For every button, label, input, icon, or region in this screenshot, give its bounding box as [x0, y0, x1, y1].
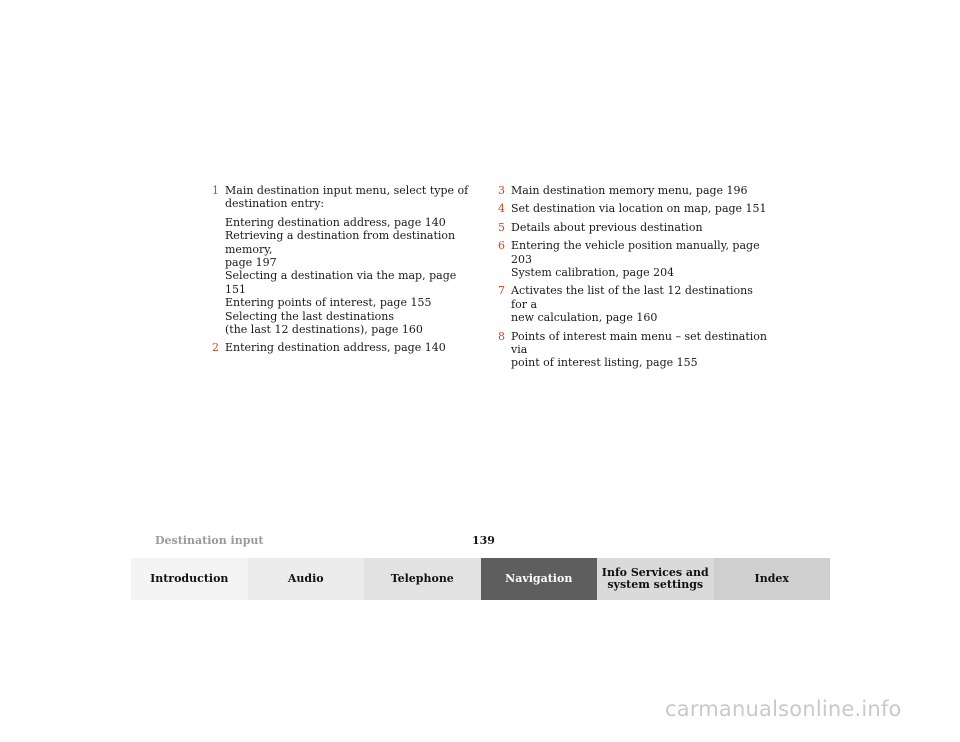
tab-label: Navigation: [505, 571, 573, 585]
item-number: 6: [498, 239, 505, 253]
item-text: System calibration, page 204: [511, 266, 675, 280]
list-item: [498, 284, 768, 324]
list-item: [498, 239, 768, 279]
tab-introduction[interactable]: [131, 558, 248, 600]
item-text: Entering destination address, page 140: [225, 341, 446, 355]
tab-telephone[interactable]: [364, 558, 481, 600]
list-item: [212, 341, 480, 354]
sub-item: page 197: [225, 256, 277, 270]
item-text: Main destination input menu, select type of: [225, 184, 469, 197]
page-number: 139: [472, 534, 495, 547]
item-number: 7: [498, 284, 505, 298]
item-text: Entering the vehicle position manually, page 203: [511, 239, 760, 266]
sub-item: Entering points of interest, page 155: [225, 296, 432, 310]
tab-label: Index: [754, 571, 789, 585]
tab-index[interactable]: [714, 558, 831, 600]
item-number: 3: [498, 184, 505, 197]
sub-item: Retrieving a destination from destination memory,: [225, 229, 456, 256]
section-title: Destination input: [155, 534, 264, 547]
tab-info-services[interactable]: [597, 558, 714, 600]
list-item: [498, 221, 768, 234]
list-item: [212, 184, 480, 336]
item-number: 5: [498, 220, 505, 234]
tab-label: Telephone: [390, 571, 454, 585]
sub-item: Selecting the last destinations: [225, 309, 395, 323]
tab-navigation[interactable]: [481, 558, 598, 600]
item-text: Points of interest main menu – set destination via: [511, 329, 767, 357]
tab-label: system settings: [607, 578, 704, 591]
sub-list: [225, 216, 480, 337]
tab-label: Info Services and: [601, 565, 709, 579]
item-text: Activates the list of the last 12 destinations for a: [511, 284, 753, 311]
item-text: Main destination memory menu, page 196: [511, 184, 748, 197]
item-number: 1: [212, 184, 219, 197]
item-number: 2: [212, 341, 219, 355]
item-number: 4: [498, 202, 505, 216]
item-text: point of interest listing, page 155: [511, 356, 698, 370]
sub-item: (the last 12 destinations), page 160: [225, 323, 423, 337]
chapter-tab-bar: [131, 558, 830, 600]
right-column: [498, 184, 768, 375]
item-text: Set destination via location on map, page 151: [511, 202, 767, 216]
left-column: [212, 184, 480, 360]
list-item: [498, 184, 768, 197]
item-text: new calculation, page 160: [511, 311, 658, 325]
tab-label: Audio: [287, 571, 324, 585]
list-item: [498, 202, 768, 215]
watermark: carmanualsonline.info: [665, 697, 902, 721]
sub-item: Selecting a destination via the map, page 151: [225, 269, 457, 296]
tab-label: Introduction: [150, 571, 229, 585]
item-text: destination entry:: [225, 197, 325, 211]
sub-item: Entering destination address, page 140: [225, 215, 446, 229]
list-item: [498, 330, 768, 370]
tab-audio[interactable]: [248, 558, 365, 600]
item-text: Details about previous destination: [511, 220, 703, 234]
item-number: 8: [498, 329, 505, 343]
